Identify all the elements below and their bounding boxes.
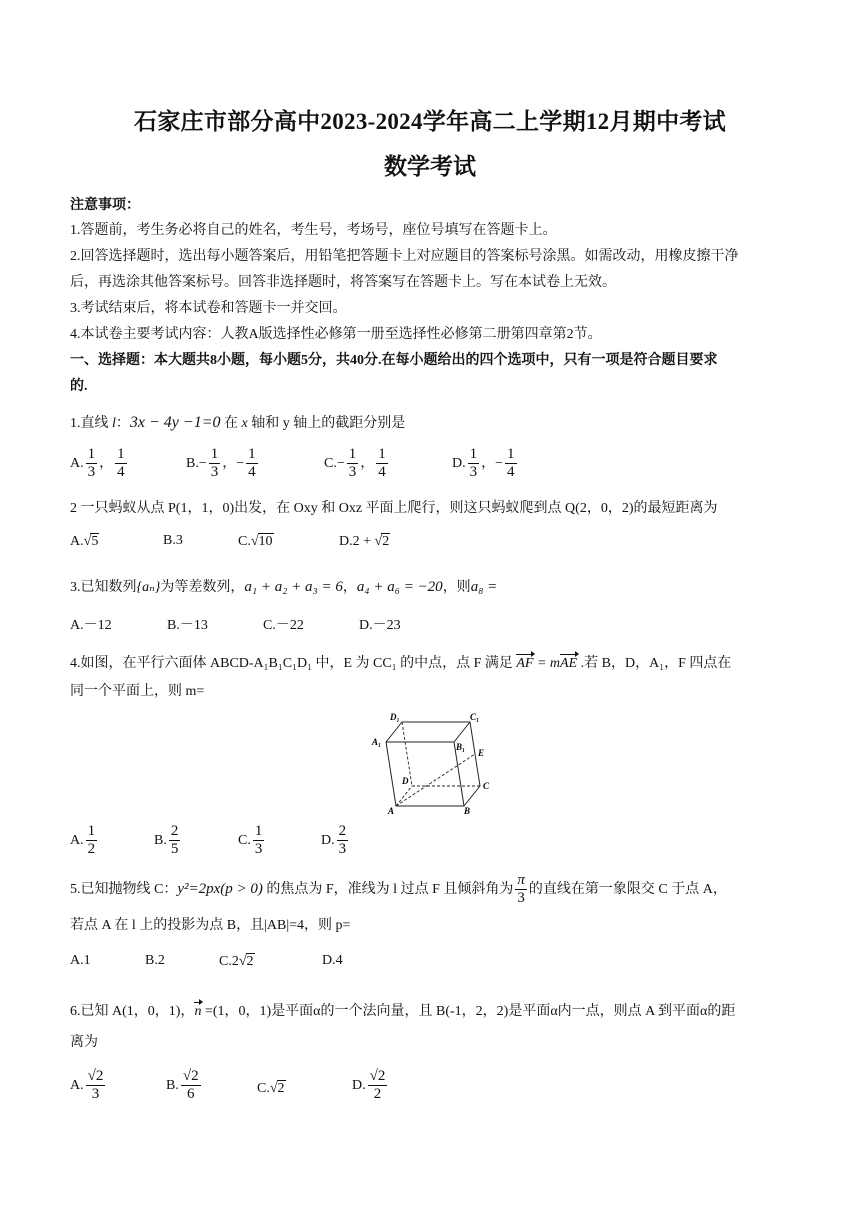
label-a1: A₁ — [372, 737, 382, 747]
note-line: 后，再选涂其他答案标号。回答非选择题时，将答案写在答题卡上。写在本试卷上无效。 — [70, 275, 616, 290]
q2-option-d[interactable]: D.2 + √2 — [339, 534, 390, 549]
question-6-cont: 离为 — [70, 1035, 98, 1050]
question-5: 5.已知抛物线 C：y²=2px(p > 0) 的焦点为 F，准线为 l 过点 F 且倾斜角为 $\frac{\pi}{3}$ 的直线在第一象限交 C 于点 A， — [70, 872, 727, 907]
label-c1: C₁ — [470, 712, 480, 722]
q1-option-a[interactable]: A. $\frac{1}{3}$ ， $\frac{1}{4}$ — [70, 446, 125, 481]
label-e: E — [478, 748, 485, 758]
q5-option-a[interactable]: A.1 — [70, 953, 91, 968]
q6-option-d[interactable]: D. $\frac{√2}{2}$ — [352, 1068, 386, 1103]
q4-option-a[interactable]: A. $\frac{1}{2}$ — [70, 823, 96, 858]
q3-option-a[interactable]: A.－12 — [70, 618, 112, 633]
q5-option-b[interactable]: B.2 — [145, 953, 165, 968]
q4-option-c[interactable]: C. $\frac{1}{3}$ — [238, 823, 263, 858]
label-d: D — [402, 776, 409, 786]
note-line: 3.考试结束后，将本试卷和答题卡一并交回。 — [70, 301, 347, 316]
question-2: 2 一只蚂蚁从点 P(1，1，0)出发，在 Oxy 和 Oxz 平面上爬行，则这只蚂蚁爬到点 Q(2，0，2)的最短距离为 — [70, 501, 718, 516]
page-subtitle: 数学考试 — [384, 154, 476, 179]
label-b: B — [464, 806, 471, 814]
label-c: C — [483, 781, 490, 791]
q4-option-b[interactable]: B. $\frac{2}{5}$ — [154, 823, 179, 858]
section-heading-cont: 的. — [70, 379, 88, 394]
label-a: A — [388, 806, 395, 814]
question-5-cont: 若点 A 在 l 上的投影为点 B，且|AB|=4，则 p= — [70, 918, 351, 933]
q1-option-b[interactable]: B.− $\frac{1}{3}$ ，− $\frac{1}{4}$ — [186, 446, 256, 481]
q2-option-b[interactable]: B.3 — [163, 533, 183, 548]
q3-option-d[interactable]: D.－23 — [359, 618, 401, 633]
note-line: 4.本试卷主要考试内容：人教A版选择性必修第一册至选择性必修第二册第四章第2节。 — [70, 327, 602, 342]
question-1: 1.直线 l：3x − 4y −1=0 在 x 轴和 y 轴上的截距分别是 — [70, 414, 406, 431]
question-4: 4.如图，在平行六面体 ABCD-A₁B₁C₁D₁ 中，E 为 CC₁ 的中点，点 F 满足 AF = mAE .若 B，D，A₁，F 四点在 — [70, 656, 732, 671]
q2-option-a[interactable]: A.√5 — [70, 534, 99, 549]
label-d1: D₁ — [390, 712, 400, 722]
q6-option-b[interactable]: B. $\frac{√2}{6}$ — [166, 1068, 199, 1103]
section-heading: 一、选择题：本大题共8小题，每小题5分，共40分.在每小题给出的四个选项中，只有一项是符合题目要求 — [70, 353, 718, 368]
q2-option-c[interactable]: C.√10 — [238, 534, 273, 549]
parallelepiped-figure — [368, 710, 494, 814]
note-line: 2.回答选择题时，选出每小题答案后，用铅笔把答题卡上对应题目的答案标号涂黑。如需改动，用橡皮擦干净 — [70, 249, 739, 264]
question-3: 3.已知数列{aₙ}为等差数列，a₁ + a₂ + a₃ = 6，a₄ + a₆ = −20，则a₈ = — [70, 579, 498, 595]
q5-option-c[interactable]: C.2√2 — [219, 954, 254, 969]
q4-option-d[interactable]: D. $\frac{2}{3}$ — [321, 823, 347, 858]
label-b1: B₁ — [456, 742, 466, 752]
q5-option-d[interactable]: D.4 — [322, 953, 343, 968]
q1-option-d[interactable]: D. $\frac{1}{3}$ ，− $\frac{1}{4}$ — [452, 446, 515, 481]
notes-heading: 注意事项： — [70, 198, 140, 213]
page-title: 石家庄市部分高中2023-2024学年高二上学期12月期中考试 — [134, 109, 726, 134]
q1-option-c[interactable]: C.− $\frac{1}{3}$ ， $\frac{1}{4}$ — [324, 446, 386, 481]
note-line: 1.答题前，考生务必将自己的姓名，考生号，考场号，座位号填写在答题卡上。 — [70, 223, 557, 238]
q6-option-c[interactable]: C.√2 — [257, 1081, 285, 1096]
q6-option-a[interactable]: A. $\frac{√2}{3}$ — [70, 1068, 104, 1103]
question-4-cont: 同一个平面上，则 m= — [70, 684, 205, 699]
question-6: 6.已知 A(1，0，1)，n =(1，0，1)是平面α的一个法向量，且 B(-1，2，2)是平面α内一点，则点 A 到平面α的距 — [70, 1004, 736, 1019]
q3-option-b[interactable]: B.－13 — [167, 618, 208, 633]
line-equation: 3x − 4y −1=0 — [129, 414, 221, 431]
q3-option-c[interactable]: C.－22 — [263, 618, 304, 633]
